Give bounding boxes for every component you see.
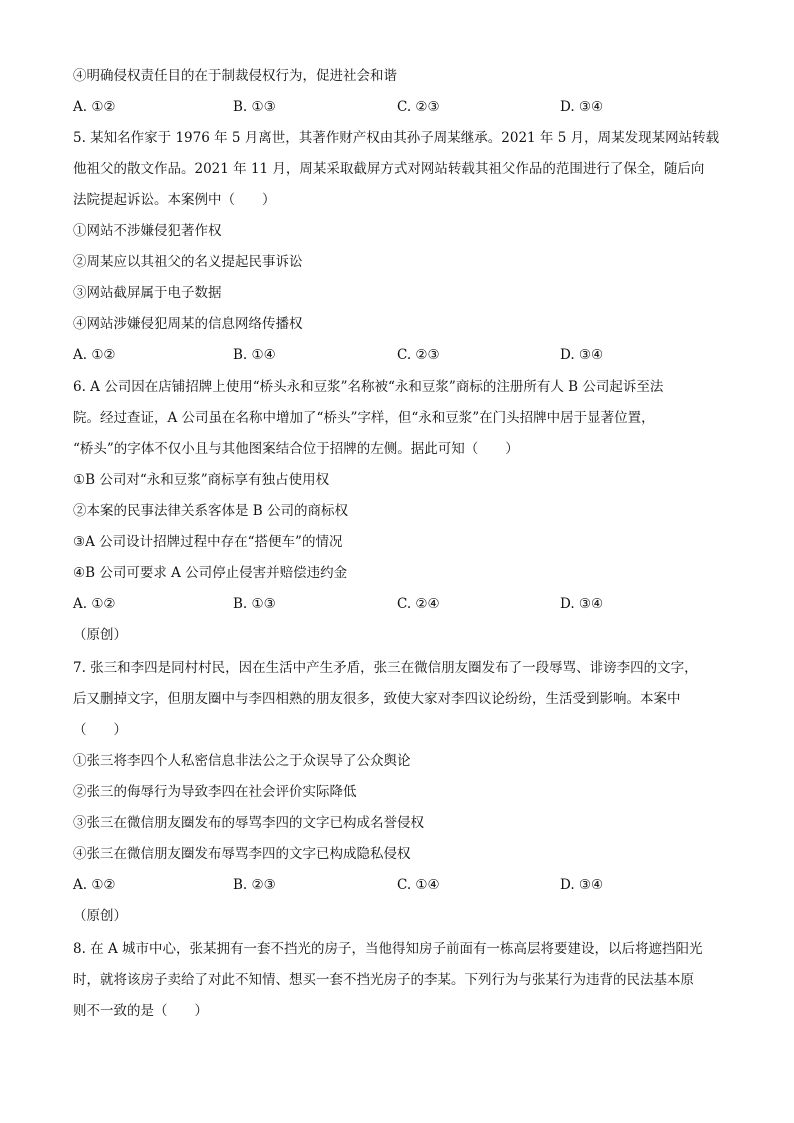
q8-stem-line-3: 则不一致的是（ ） <box>73 1003 208 1019</box>
q5-option-c[interactable]: C. ②③ <box>397 347 440 363</box>
q6-statement-4: ④B 公司可要求 A 公司停止侵害并赔偿违约金 <box>73 565 348 581</box>
q4-option-b[interactable]: B. ①③ <box>233 99 276 115</box>
q4-options <box>73 97 734 128</box>
question-7 <box>73 658 734 937</box>
q6-options <box>73 594 734 625</box>
q4-option-a[interactable]: A. ①② <box>73 99 116 115</box>
q5-statement-2: ②周某应以其祖父的名义提起民事诉讼 <box>73 254 303 270</box>
question-8 <box>73 939 734 1032</box>
q7-statement-1: ①张三将李四个人私密信息非法公之于众误导了公众舆论 <box>73 753 411 769</box>
q7-statement-4: ④张三在微信朋友圈发布辱骂李四的文字已构成隐私侵权 <box>73 846 411 862</box>
q7-stem-line-2: 后又删掉文字，但朋友圈中与李四相熟的朋友很多，致使大家对李四议论纷纷，生活受到影响。本案中 <box>73 691 681 707</box>
question-6 <box>73 377 734 656</box>
q6-stem-line-2: 院。经过查证，A 公司虽在名称中增加了“桥头”字样，但“永和豆浆”在门头招牌中居于显著位置， <box>73 410 655 426</box>
q5-statement-3: ③网站截屏属于电子数据 <box>73 285 222 301</box>
q6-source-tag: （原创） <box>73 627 127 643</box>
q8-stem-line-2: 时，就将该房子卖给了对此不知情、想买一套不挡光房子的李某。下列行为与张某行为违背的民法基本原 <box>73 972 694 988</box>
q7-option-d[interactable]: D. ③④ <box>560 877 604 893</box>
q8-stem-line-1: 8. 在 A 城市中心，张某拥有一套不挡光的房子，当他得知房子前面有一栋高层将要建设，以后将遮挡阳光 <box>73 941 703 957</box>
q7-stem-line-1: 7. 张三和李四是同村村民，因在生活中产生矛盾，张三在微信朋友圈发布了一段辱骂、诽谤李四的文字， <box>73 660 698 676</box>
q6-option-d[interactable]: D. ③④ <box>560 596 604 612</box>
q5-stem-line-2: 他祖父的散文作品。2021 年 11 月，周某采取截屏方式对网站转载其祖父作品的范围进行了保全，随后向 <box>73 161 705 177</box>
question-5 <box>73 128 734 376</box>
q7-statement-3: ③张三在微信朋友圈发布的辱骂李四的文字已构成名誉侵权 <box>73 815 424 831</box>
q5-options <box>73 345 734 376</box>
q6-option-a[interactable]: A. ①② <box>73 596 116 612</box>
q7-option-c[interactable]: C. ①④ <box>397 877 440 893</box>
q7-option-b[interactable]: B. ②③ <box>233 877 276 893</box>
q5-stem-line-1: 5. 某知名作家于 1976 年 5 月离世，其著作财产权由其孙子周某继承。2021 年 5 月，周某发现某网站转载 <box>73 130 720 146</box>
q7-stem-line-3: （ ） <box>73 722 127 738</box>
q7-option-a[interactable]: A. ①② <box>73 877 116 893</box>
q6-statement-1: ①B 公司对“永和豆浆”商标享有独占使用权 <box>73 472 330 488</box>
q7-source-tag: （原创） <box>73 908 127 924</box>
q6-statement-2: ②本案的民事法律关系客体是 B 公司的商标权 <box>73 503 349 519</box>
q6-stem-line-1: 6. A 公司因在店铺招牌上使用“桥头永和豆浆”名称被“永和豆浆”商标的注册所有人 B 公司起诉至法 <box>73 379 664 395</box>
q6-statement-3: ③A 公司设计招牌过程中存在“搭便车”的情况 <box>73 534 343 550</box>
q5-option-d[interactable]: D. ③④ <box>560 347 604 363</box>
q6-stem-line-3: “桥头”的字体不仅小且与其他图案结合位于招牌的左侧。据此可知（ ） <box>73 441 519 457</box>
q6-option-c[interactable]: C. ②④ <box>397 596 440 612</box>
q4-option-c[interactable]: C. ②③ <box>397 99 440 115</box>
q5-option-a[interactable]: A. ①② <box>73 347 116 363</box>
q5-stem-line-3: 法院提起诉讼。本案例中（ ） <box>73 192 276 208</box>
q4-statement-4: ④明确侵权责任目的在于制裁侵权行为，促进社会和谐 <box>73 68 397 84</box>
q5-option-b[interactable]: B. ①④ <box>233 347 276 363</box>
q6-option-b[interactable]: B. ①③ <box>233 596 276 612</box>
q7-statement-2: ②张三的侮辱行为导致李四在社会评价实际降低 <box>73 784 357 800</box>
q5-statement-1: ①网站不涉嫌侵犯著作权 <box>73 223 222 239</box>
q4-option-d[interactable]: D. ③④ <box>560 99 604 115</box>
q7-options <box>73 875 734 906</box>
q5-statement-4: ④网站涉嫌侵犯周某的信息网络传播权 <box>73 316 303 332</box>
question-4-tail <box>73 66 734 128</box>
